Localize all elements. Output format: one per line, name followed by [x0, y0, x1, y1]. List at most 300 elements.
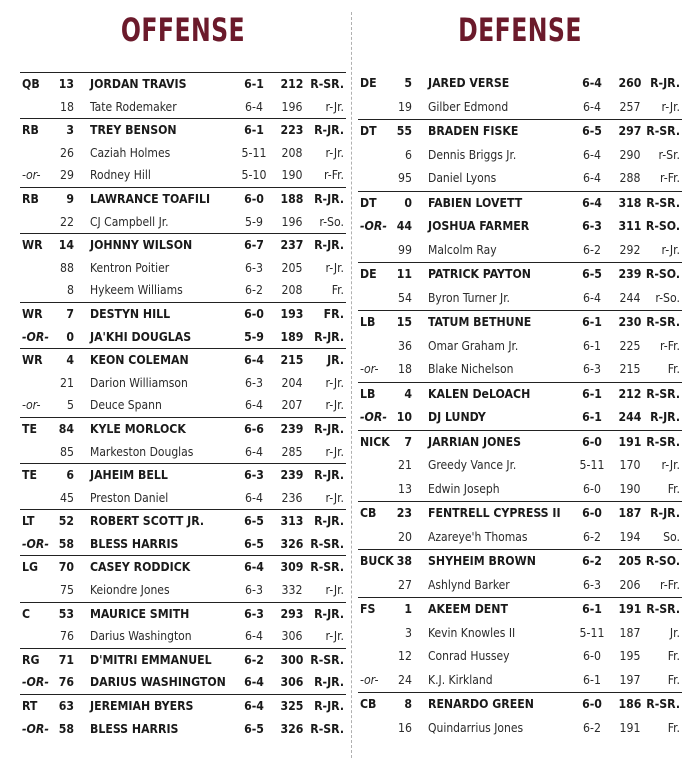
position-label: LB [360, 386, 376, 401]
player-class: r-Jr. [325, 260, 344, 275]
offense-title: OFFENSE [120, 11, 246, 49]
player-name: JORDAN TRAVIS [90, 77, 187, 91]
player-class: Fr. [667, 720, 680, 735]
jersey-number: 44 [396, 219, 412, 233]
jersey-number: 6 [405, 147, 412, 162]
player-class: R-JR. [314, 421, 344, 436]
jersey-number: 7 [404, 434, 412, 449]
jersey-number: 21 [60, 375, 74, 390]
player-class: R-JR. [314, 191, 344, 206]
player-class: r-Jr. [325, 629, 344, 644]
jersey-number: 58 [58, 536, 74, 551]
jersey-number: 9 [66, 191, 74, 206]
player-height: 6-3 [583, 362, 601, 376]
player-row [358, 526, 682, 550]
player-weight: 190 [619, 481, 641, 496]
player-name: Conrad Hussey [428, 649, 510, 663]
player-weight: 244 [619, 290, 641, 305]
player-class: R-SR. [646, 602, 680, 616]
player-name: BRADEN FISKE [428, 124, 519, 138]
player-height: 6-5 [582, 124, 602, 138]
player-height: 6-4 [245, 629, 263, 644]
player-row [20, 72, 346, 96]
player-height: 6-4 [244, 699, 264, 714]
player-weight: 318 [618, 195, 642, 210]
player-class: r-Sr. [658, 147, 680, 162]
player-height: 6-3 [245, 260, 263, 275]
player-name: Rodney Hill [90, 168, 151, 183]
player-name: Hykeem Williams [90, 283, 183, 298]
player-class: r-Jr. [325, 375, 344, 390]
position-label: LB [360, 315, 376, 329]
player-row [358, 215, 682, 239]
player-class: R-SR. [646, 434, 680, 449]
jersey-number: 8 [404, 697, 412, 711]
player-class: R-JR. [314, 699, 344, 714]
jersey-number: 6 [66, 468, 74, 483]
player-class: R-SR. [310, 77, 344, 91]
player-row [20, 279, 346, 302]
jersey-number: 55 [396, 124, 412, 138]
jersey-number: 29 [60, 168, 74, 183]
player-height: 5-10 [241, 168, 267, 183]
player-class: So. [663, 529, 680, 544]
jersey-number: 21 [398, 458, 412, 472]
player-row [358, 382, 682, 407]
position-label: LT [22, 514, 35, 529]
player-height: 6-3 [245, 583, 263, 598]
player-weight: 208 [281, 145, 303, 160]
player-class: R-SR. [646, 195, 680, 210]
jersey-number: 0 [404, 195, 412, 210]
player-weight: 207 [281, 398, 303, 413]
player-height: 6-4 [583, 290, 601, 305]
player-class: r-Jr. [325, 145, 344, 160]
jersey-number: 23 [396, 506, 412, 520]
player-weight: 306 [280, 675, 304, 690]
player-weight: 195 [619, 649, 641, 663]
player-name: Byron Turner Jr. [428, 290, 510, 305]
player-name: Malcolm Ray [428, 242, 497, 257]
player-height: 6-5 [244, 514, 264, 529]
player-row [20, 671, 346, 694]
player-class: R-JR. [650, 76, 680, 90]
player-weight: 208 [281, 283, 303, 298]
player-height: 6-0 [582, 506, 602, 520]
player-row [20, 257, 346, 280]
player-row [358, 430, 682, 455]
player-row [358, 692, 682, 717]
player-name: ROBERT SCOTT JR. [90, 514, 205, 529]
jersey-number: 85 [60, 444, 74, 459]
player-class: Fr. [667, 362, 680, 376]
player-row [358, 167, 682, 191]
player-class: Fr. [667, 649, 680, 663]
player-row [358, 717, 682, 741]
jersey-number: 5 [404, 76, 412, 90]
player-weight: 300 [280, 652, 304, 667]
position-label: RB [22, 191, 39, 206]
player-name: FENTRELL CYPRESS II [428, 506, 561, 520]
player-name: PATRICK PAYTON [428, 267, 531, 281]
player-weight: 170 [619, 458, 641, 472]
player-weight: 193 [280, 306, 304, 321]
player-class: R-JR. [314, 238, 344, 253]
player-weight: 188 [280, 191, 304, 206]
position-label: DE [360, 76, 377, 90]
position-label: DT [360, 195, 377, 210]
player-height: 5-11 [579, 625, 605, 640]
jersey-number: 7 [66, 306, 74, 321]
player-height: 6-4 [583, 147, 601, 162]
player-class: R-SR. [646, 697, 680, 711]
player-weight: 325 [280, 699, 304, 714]
player-class: Fr. [667, 481, 680, 496]
player-height: 6-5 [244, 721, 264, 736]
player-height: 6-1 [583, 672, 601, 687]
player-name: TATUM BETHUNE [428, 315, 532, 329]
player-row [358, 406, 682, 430]
player-height: 6-0 [583, 649, 601, 663]
defense-depth-chart [358, 72, 682, 740]
player-row [20, 118, 346, 142]
position-label: -or- [360, 362, 379, 376]
player-weight: 309 [280, 560, 304, 575]
player-class: Fr. [331, 283, 344, 298]
player-weight: 205 [618, 554, 642, 568]
position-label: -OR- [22, 329, 49, 344]
player-name: Azareye'h Thomas [428, 529, 528, 544]
player-class: R-SR. [646, 386, 680, 401]
player-weight: 190 [281, 168, 303, 183]
player-weight: 197 [619, 672, 641, 687]
player-class: R-SO. [645, 219, 680, 233]
player-height: 6-0 [582, 697, 602, 711]
player-height: 6-1 [583, 338, 601, 353]
player-class: r-Jr. [661, 99, 680, 114]
player-name: Blake Nichelson [428, 362, 514, 376]
jersey-number: 70 [58, 560, 74, 575]
player-row [20, 648, 346, 672]
player-class: R-SR. [310, 721, 344, 736]
player-class: r-Jr. [325, 398, 344, 413]
player-weight: 239 [280, 468, 304, 483]
player-row [20, 487, 346, 510]
player-class: R-JR. [314, 675, 344, 690]
player-name: AKEEM DENT [428, 602, 508, 616]
player-height: 6-1 [244, 123, 264, 138]
player-class: r-Jr. [325, 99, 344, 114]
player-height: 6-5 [244, 536, 264, 551]
player-row [358, 335, 682, 359]
player-height: 6-4 [245, 99, 263, 114]
player-name: Markeston Douglas [90, 444, 194, 459]
player-class: R-JR. [650, 410, 680, 424]
player-name: D'MITRI EMMANUEL [90, 652, 212, 667]
player-class: Jr. [669, 625, 680, 640]
player-name: Caziah Holmes [90, 145, 171, 160]
player-class: r-So. [655, 290, 680, 305]
player-name: JOHNNY WILSON [90, 238, 193, 253]
player-row [358, 262, 682, 287]
player-height: 6-0 [582, 434, 602, 449]
player-height: 6-1 [582, 386, 602, 401]
player-height: 5-11 [241, 145, 267, 160]
player-weight: 223 [280, 123, 304, 138]
player-row [20, 694, 346, 718]
player-name: Darius Washington [90, 629, 192, 644]
player-name: Ashlynd Barker [428, 577, 510, 592]
player-row [20, 211, 346, 234]
player-height: 6-0 [244, 191, 264, 206]
player-class: r-Fr. [660, 171, 680, 185]
player-name: BLESS HARRIS [90, 721, 179, 736]
player-height: 6-4 [244, 675, 264, 690]
position-label: -or- [22, 168, 41, 183]
player-class: R-JR. [314, 468, 344, 483]
player-name: K.J. Kirkland [428, 672, 493, 687]
player-name: Greedy Vance Jr. [428, 458, 517, 472]
player-height: 6-7 [244, 238, 264, 253]
position-label: WR [22, 238, 43, 253]
player-row [358, 645, 682, 669]
player-name: Tate Rodemaker [90, 99, 177, 114]
jersey-number: 95 [398, 171, 412, 185]
player-weight: 332 [281, 583, 303, 598]
player-weight: 244 [618, 410, 642, 424]
position-label: RG [22, 652, 40, 667]
player-class: FR. [323, 306, 344, 321]
position-label: CB [360, 697, 377, 711]
defense-column [358, 0, 682, 740]
player-row [20, 625, 346, 648]
player-row [358, 622, 682, 646]
player-name: KEON COLEMAN [90, 353, 189, 368]
player-row [358, 549, 682, 574]
player-name: CJ Campbell Jr. [90, 214, 169, 229]
position-label: -or- [22, 398, 41, 413]
jersey-number: 53 [58, 606, 74, 621]
player-height: 6-4 [244, 560, 264, 575]
position-label: C [22, 606, 31, 621]
player-weight: 196 [281, 214, 303, 229]
player-weight: 187 [618, 506, 642, 520]
player-row [20, 164, 346, 187]
player-weight: 189 [280, 329, 304, 344]
position-label: WR [22, 353, 43, 368]
player-name: Omar Graham Jr. [428, 338, 519, 353]
player-class: R-JR. [314, 123, 344, 138]
player-name: KALEN DeLOACH [428, 386, 531, 401]
player-class: R-SO. [645, 554, 680, 568]
player-weight: 292 [619, 242, 641, 257]
player-weight: 215 [619, 362, 641, 376]
player-weight: 237 [280, 238, 304, 253]
player-height: 6-4 [583, 99, 601, 114]
player-class: R-SO. [645, 267, 680, 281]
player-class: r-Fr. [324, 168, 344, 183]
player-row [358, 119, 682, 144]
player-height: 6-4 [582, 195, 602, 210]
player-weight: 204 [281, 375, 303, 390]
player-row [20, 417, 346, 441]
player-height: 6-3 [244, 468, 264, 483]
player-height: 6-2 [583, 529, 601, 544]
player-weight: 230 [618, 315, 642, 329]
jersey-number: 13 [398, 481, 412, 496]
player-row [20, 463, 346, 487]
jersey-number: 58 [58, 721, 74, 736]
player-height: 6-4 [245, 444, 263, 459]
player-height: 6-1 [582, 315, 602, 329]
jersey-number: 38 [396, 554, 412, 568]
jersey-number: 3 [405, 625, 412, 640]
jersey-number: 27 [398, 577, 412, 592]
position-label: DE [360, 267, 377, 281]
player-row [358, 669, 682, 693]
offense-column [20, 0, 346, 740]
player-class: r-Fr. [660, 338, 680, 353]
player-height: 6-1 [582, 410, 602, 424]
jersey-number: 99 [398, 242, 412, 257]
position-label: RB [22, 123, 39, 138]
player-weight: 236 [281, 490, 303, 505]
player-row [358, 191, 682, 216]
position-label: RT [22, 699, 38, 714]
player-height: 6-2 [583, 720, 601, 735]
player-class: r-Jr. [325, 444, 344, 459]
player-name: DARIUS WASHINGTON [90, 675, 226, 690]
jersey-number: 11 [396, 267, 412, 281]
player-weight: 288 [619, 171, 641, 185]
jersey-number: 84 [58, 421, 74, 436]
player-height: 5-9 [244, 329, 264, 344]
player-height: 6-6 [244, 421, 264, 436]
jersey-number: 71 [58, 652, 74, 667]
jersey-number: 0 [66, 329, 74, 344]
jersey-number: 13 [58, 77, 74, 91]
defense-title: DEFENSE [458, 11, 582, 49]
position-label: QB [22, 77, 40, 91]
jersey-number: 20 [398, 529, 412, 544]
player-row [358, 96, 682, 120]
player-weight: 326 [280, 536, 304, 551]
player-weight: 212 [280, 77, 304, 91]
player-weight: 225 [619, 338, 641, 353]
jersey-number: 63 [58, 699, 74, 714]
player-height: 6-4 [245, 398, 263, 413]
player-weight: 313 [280, 514, 304, 529]
jersey-number: 26 [60, 145, 74, 160]
player-name: Gilber Edmond [428, 99, 509, 114]
player-weight: 191 [618, 602, 642, 616]
player-row [358, 144, 682, 168]
jersey-number: 36 [398, 338, 412, 353]
player-weight: 205 [281, 260, 303, 275]
offense-depth-chart [20, 72, 346, 740]
player-class: Fr. [667, 672, 680, 687]
column-divider [351, 12, 352, 758]
player-class: R-SR. [310, 560, 344, 575]
position-label: -OR- [22, 721, 49, 736]
player-row [20, 348, 346, 372]
jersey-number: 16 [398, 720, 412, 735]
player-class: R-JR. [314, 606, 344, 621]
player-row [20, 441, 346, 464]
player-weight: 215 [280, 353, 304, 368]
player-name: Quindarrius Jones [428, 720, 524, 735]
player-row [358, 574, 682, 598]
jersey-number: 8 [67, 283, 74, 298]
position-label: -OR- [22, 675, 49, 690]
player-class: r-Jr. [325, 490, 344, 505]
player-row [358, 72, 682, 96]
jersey-number: 4 [404, 386, 412, 401]
position-label: FS [360, 602, 376, 616]
player-height: 6-2 [583, 242, 601, 257]
player-height: 6-4 [244, 353, 264, 368]
player-height: 6-3 [245, 375, 263, 390]
player-row [358, 501, 682, 526]
jersey-number: 52 [58, 514, 74, 529]
position-label: BUCK [360, 554, 394, 568]
player-row [20, 302, 346, 326]
player-name: Kevin Knowles II [428, 625, 516, 640]
jersey-number: 5 [67, 398, 74, 413]
player-name: JAHEIM BELL [90, 468, 168, 483]
jersey-number: 3 [66, 123, 74, 138]
player-name: MAURICE SMITH [90, 606, 190, 621]
player-row [20, 187, 346, 211]
player-row [20, 142, 346, 165]
player-row [358, 597, 682, 622]
player-name: DJ LUNDY [428, 410, 486, 424]
player-height: 5-9 [245, 214, 263, 229]
player-height: 6-2 [244, 652, 264, 667]
player-name: Preston Daniel [90, 490, 169, 505]
player-weight: 212 [618, 386, 642, 401]
jersey-number: 15 [396, 315, 412, 329]
player-class: r-Jr. [661, 458, 680, 472]
player-weight: 239 [618, 267, 642, 281]
player-weight: 285 [281, 444, 303, 459]
player-row [358, 358, 682, 382]
position-label: -OR- [360, 410, 387, 424]
position-label: CB [360, 506, 377, 520]
jersey-number: 22 [60, 214, 74, 229]
position-label: DT [360, 124, 377, 138]
player-weight: 191 [619, 720, 641, 735]
player-name: JOSHUA FARMER [428, 219, 530, 233]
player-class: R-JR. [314, 514, 344, 529]
player-class: R-SR. [646, 124, 680, 138]
player-height: 6-4 [245, 490, 263, 505]
player-weight: 306 [281, 629, 303, 644]
player-name: DESTYN HILL [90, 306, 171, 321]
player-weight: 293 [280, 606, 304, 621]
player-name: LAWRANCE TOAFILI [90, 191, 211, 206]
jersey-number: 10 [396, 410, 412, 424]
player-height: 6-3 [582, 219, 602, 233]
player-class: R-JR. [314, 329, 344, 344]
player-name: TREY BENSON [90, 123, 177, 138]
player-name: RENARDO GREEN [428, 697, 534, 711]
player-row [358, 287, 682, 311]
position-label: TE [22, 421, 37, 436]
player-name: CASEY RODDICK [90, 560, 191, 575]
player-weight: 297 [618, 124, 642, 138]
player-class: R-SR. [646, 315, 680, 329]
